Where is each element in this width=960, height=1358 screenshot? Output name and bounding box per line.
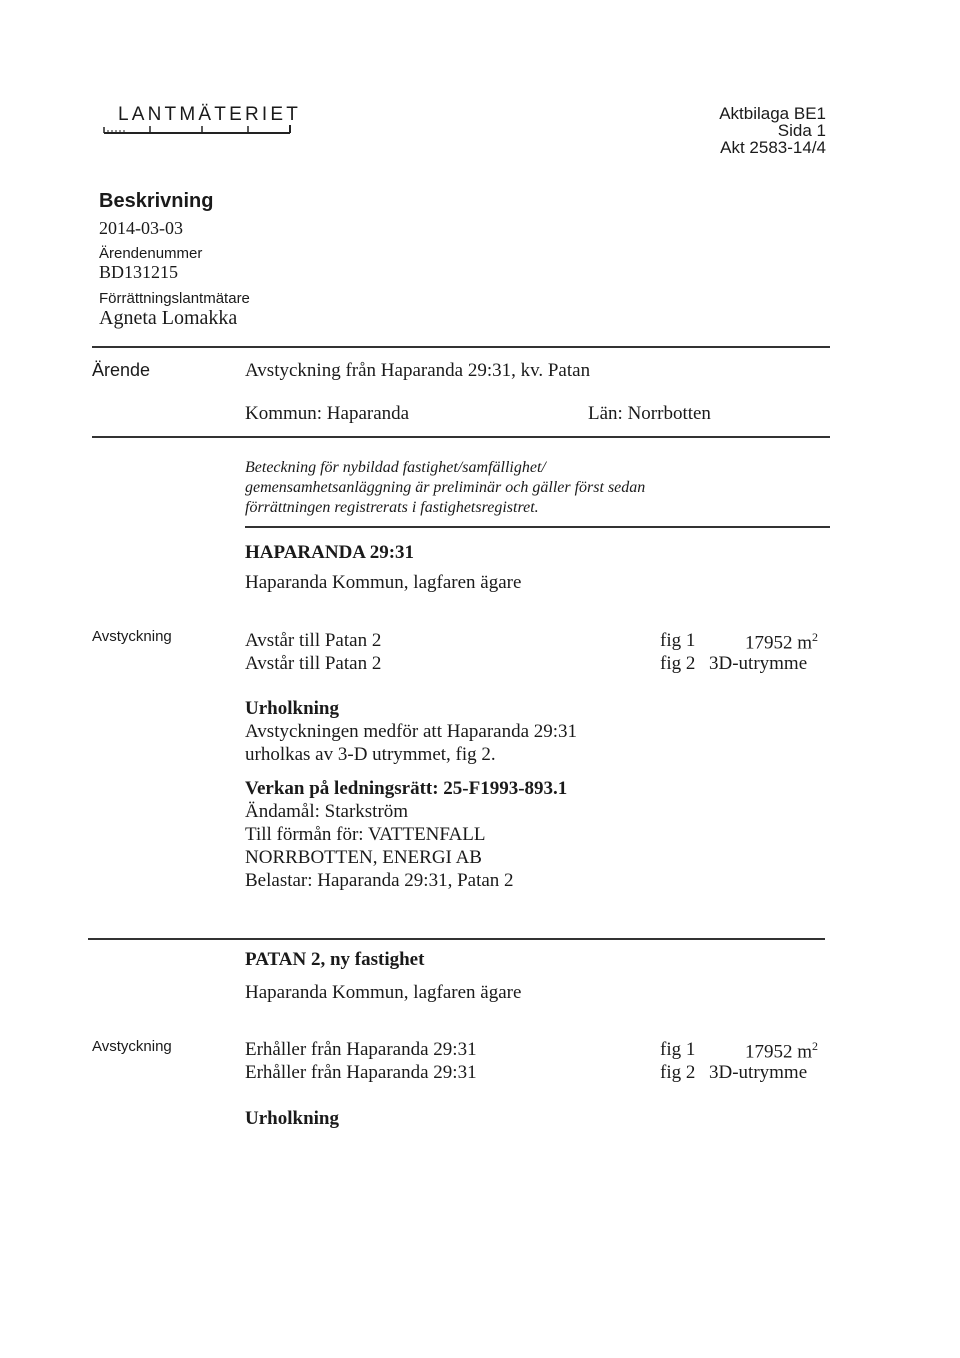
verkan-text: NORRBOTTEN, ENERGI AB xyxy=(245,847,482,868)
page-title: Beskrivning xyxy=(99,190,214,212)
urholkning-title: Urholkning xyxy=(245,698,339,719)
row-text: Avstår till Patan 2 xyxy=(245,653,382,674)
attachment-label: Aktbilaga BE1 xyxy=(719,104,826,123)
case-number: BD131215 xyxy=(99,262,179,282)
property-owner: Haparanda Kommun, lagfaren ägare xyxy=(245,982,522,1003)
urholkning-text: Avstyckningen medför att Haparanda 29:31 xyxy=(245,721,578,742)
document-date: 2014-03-03 xyxy=(99,218,183,238)
area-unit-sup: 2 xyxy=(812,630,819,644)
county: Län: Norrbotten xyxy=(588,403,711,424)
property-name: PATAN 2, ny fastighet xyxy=(245,949,425,970)
urholkning-title: Urholkning xyxy=(245,1108,339,1129)
case-label: Ärende xyxy=(92,360,151,380)
verkan-text: Till förmån för: VATTENFALL xyxy=(245,824,486,845)
case-number-label: Ärendenummer xyxy=(99,245,203,262)
row-value: 3D-utrymme xyxy=(709,1062,808,1083)
divider xyxy=(92,346,830,348)
urholkning-text: urholkas av 3-D utrymmet, fig 2. xyxy=(245,744,496,765)
row-text: Erhåller från Haparanda 29:31 xyxy=(245,1062,477,1083)
row-fig: fig 1 xyxy=(660,1039,696,1060)
verkan-title: Verkan på ledningsrätt: 25-F1993-893.1 xyxy=(245,778,568,799)
row-fig: fig 1 xyxy=(660,630,696,651)
area-unit-sup: 2 xyxy=(812,1039,819,1053)
section-label: Avstyckning xyxy=(92,1038,172,1055)
verkan-text: Belastar: Haparanda 29:31, Patan 2 xyxy=(245,870,514,891)
page-number: Sida 1 xyxy=(777,121,826,140)
act-number: Akt 2583-14/4 xyxy=(720,138,826,157)
municipality: Kommun: Haparanda xyxy=(245,403,410,424)
logo-text: LANTMÄTERIET xyxy=(118,104,302,125)
surveyor-label: Förrättningslantmätare xyxy=(99,290,250,307)
case-text: Avstyckning från Haparanda 29:31, kv. Patan xyxy=(245,360,591,381)
preliminary-note: Beteckning för nybildad fastighet/samfällighet/ gemensamhetsanläggning är preliminär och gäller först sedan förrättningen registrerats i fastighetsregistret. xyxy=(245,459,646,516)
row-value xyxy=(745,1039,818,1063)
row-value xyxy=(745,630,818,654)
divider xyxy=(88,938,825,940)
surveyor-name: Agneta Lomakka xyxy=(99,307,238,329)
row-text: Erhåller från Haparanda 29:31 xyxy=(245,1039,477,1060)
property-name: HAPARANDA 29:31 xyxy=(245,542,415,563)
divider xyxy=(245,526,830,528)
row-text: Avstår till Patan 2 xyxy=(245,630,382,651)
area-value: 17952 m xyxy=(745,1041,813,1063)
property-owner: Haparanda Kommun, lagfaren ägare xyxy=(245,572,522,593)
section-label: Avstyckning xyxy=(92,628,172,645)
logo-ruler-icon xyxy=(102,121,292,135)
verkan-text: Ändamål: Starkström xyxy=(245,801,409,822)
row-fig: fig 2 xyxy=(660,653,696,674)
row-fig: fig 2 xyxy=(660,1062,696,1083)
divider xyxy=(92,436,830,438)
row-value: 3D-utrymme xyxy=(709,653,808,674)
area-value: 17952 m xyxy=(745,632,813,654)
